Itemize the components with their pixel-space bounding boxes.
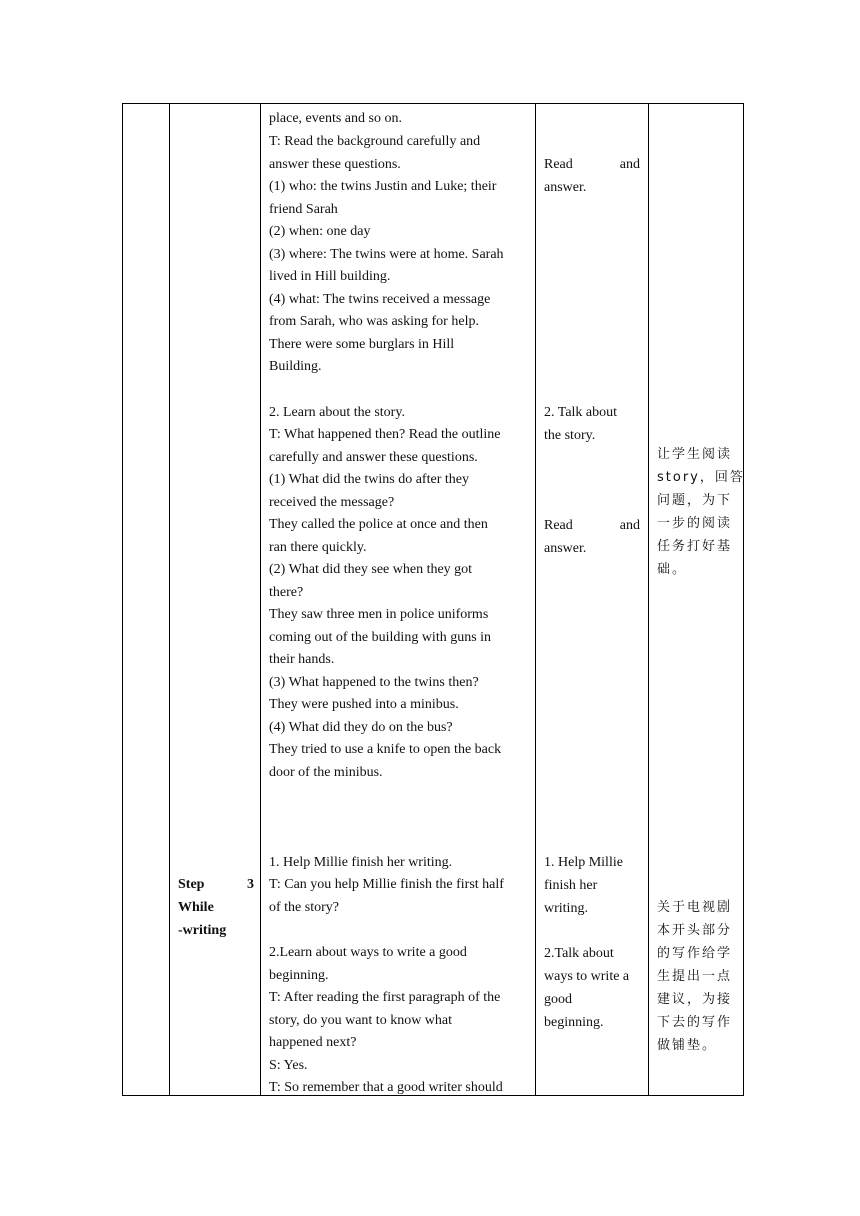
talk-story-line1: 2. Talk about xyxy=(544,405,618,420)
procedure-line: There were some burglars in Hill xyxy=(269,337,455,352)
talk-ways-line3: good xyxy=(544,992,572,1007)
procedure-line: beginning. xyxy=(269,968,329,983)
help-millie-line2: finish her xyxy=(544,878,598,893)
talk-ways-line4: beginning. xyxy=(544,1015,604,1030)
read-answer-1 xyxy=(544,156,640,174)
procedure-line: of the story? xyxy=(269,900,339,915)
procedure-line: door of the minibus. xyxy=(269,765,383,780)
procedure-line: 2. Learn about the story. xyxy=(269,405,405,420)
purpose2-line: 下去的写作 xyxy=(657,1015,733,1030)
purpose1-line: 问题，为下 xyxy=(657,493,733,508)
procedure-line: (2) when: one day xyxy=(269,224,371,239)
read-word: Read xyxy=(544,518,573,533)
procedure-line: (1) who: the twins Justin and Luke; their xyxy=(269,179,497,194)
procedure-cell xyxy=(261,104,536,1096)
procedure-line: T: Can you help Millie finish the first half xyxy=(269,877,504,892)
step-cell xyxy=(170,104,261,1096)
procedure-line: lived in Hill building. xyxy=(269,269,391,284)
procedure-line: S: Yes. xyxy=(269,1058,308,1073)
procedure-line: 1. Help Millie finish her writing. xyxy=(269,855,453,870)
procedure-line: story, do you want to know what xyxy=(269,1013,453,1028)
step-word: Step xyxy=(178,877,205,892)
purpose2-line: 本开头部分 xyxy=(657,923,733,938)
purpose1-line: 础。 xyxy=(657,562,688,577)
procedure-line: their hands. xyxy=(269,652,335,667)
procedure-line: happened next? xyxy=(269,1035,357,1050)
procedure-line: coming out of the building with guns in xyxy=(269,630,492,645)
procedure-line: (3) where: The twins were at home. Sarah xyxy=(269,247,504,262)
procedure-line: T: Read the background carefully and xyxy=(269,134,481,149)
procedure-line: They saw three men in police uniforms xyxy=(269,607,489,622)
procedure-line: (2) What did they see when they got xyxy=(269,562,473,577)
procedure-line: T: After reading the first paragraph of the xyxy=(269,990,501,1005)
answer-word: answer. xyxy=(544,541,587,556)
read-word: Read xyxy=(544,157,573,172)
step-label-line2: While xyxy=(178,900,214,915)
procedure-line: They called the police at once and then xyxy=(269,517,488,532)
design-purpose-cell xyxy=(649,104,744,1096)
procedure-line: (3) What happened to the twins then? xyxy=(269,675,479,690)
procedure-line: They tried to use a knife to open the back xyxy=(269,742,502,757)
step-label-line3: -writing xyxy=(178,923,227,938)
empty-column-cell xyxy=(123,104,170,1096)
help-millie-line1: 1. Help Millie xyxy=(544,855,623,870)
step-label-line1 xyxy=(178,876,254,894)
talk-ways-line2: ways to write a xyxy=(544,969,630,984)
help-millie-line3: writing. xyxy=(544,901,588,916)
student-activity-cell xyxy=(536,104,649,1096)
procedure-line: answer these questions. xyxy=(269,157,401,172)
purpose1-line: 让学生阅读 xyxy=(657,447,733,462)
talk-story-line2: the story. xyxy=(544,428,596,443)
procedure-line: carefully and answer these questions. xyxy=(269,450,478,465)
answer-word: answer. xyxy=(544,180,587,195)
purpose2-line: 关于电视剧 xyxy=(657,900,733,915)
talk-ways-line1: 2.Talk about xyxy=(544,946,614,961)
procedure-line: (4) What did they do on the bus? xyxy=(269,720,453,735)
and-word: and xyxy=(619,518,640,533)
procedure-line: (1) What did the twins do after they xyxy=(269,472,469,487)
procedure-line: ran there quickly. xyxy=(269,540,367,555)
procedure-line: T: So remember that a good writer should xyxy=(269,1080,503,1095)
step-number: 3 xyxy=(247,877,254,892)
purpose1-line: story，回答 xyxy=(657,470,745,485)
purpose2-line: 生提出一点 xyxy=(657,969,733,984)
procedure-line: there? xyxy=(269,585,304,600)
procedure-line: Building. xyxy=(269,359,322,374)
purpose2-line: 建议，为接 xyxy=(657,992,733,1007)
procedure-line: T: What happened then? Read the outline xyxy=(269,427,501,442)
procedure-line: from Sarah, who was asking for help. xyxy=(269,314,479,329)
procedure-line: friend Sarah xyxy=(269,202,338,217)
purpose2-line: 的写作给学 xyxy=(657,946,733,961)
procedure-line: place, events and so on. xyxy=(269,111,402,126)
and-word: and xyxy=(619,157,640,172)
purpose1-line: 任务打好基 xyxy=(657,539,733,554)
lesson-plan-table xyxy=(122,103,744,1096)
purpose2-line: 做铺垫。 xyxy=(657,1038,718,1053)
purpose1-line: 一步的阅读 xyxy=(657,516,733,531)
procedure-line: They were pushed into a minibus. xyxy=(269,697,459,712)
procedure-line: received the message? xyxy=(269,495,395,510)
procedure-line: 2.Learn about ways to write a good xyxy=(269,945,467,960)
read-answer-2 xyxy=(544,517,640,535)
procedure-line: (4) what: The twins received a message xyxy=(269,292,491,307)
